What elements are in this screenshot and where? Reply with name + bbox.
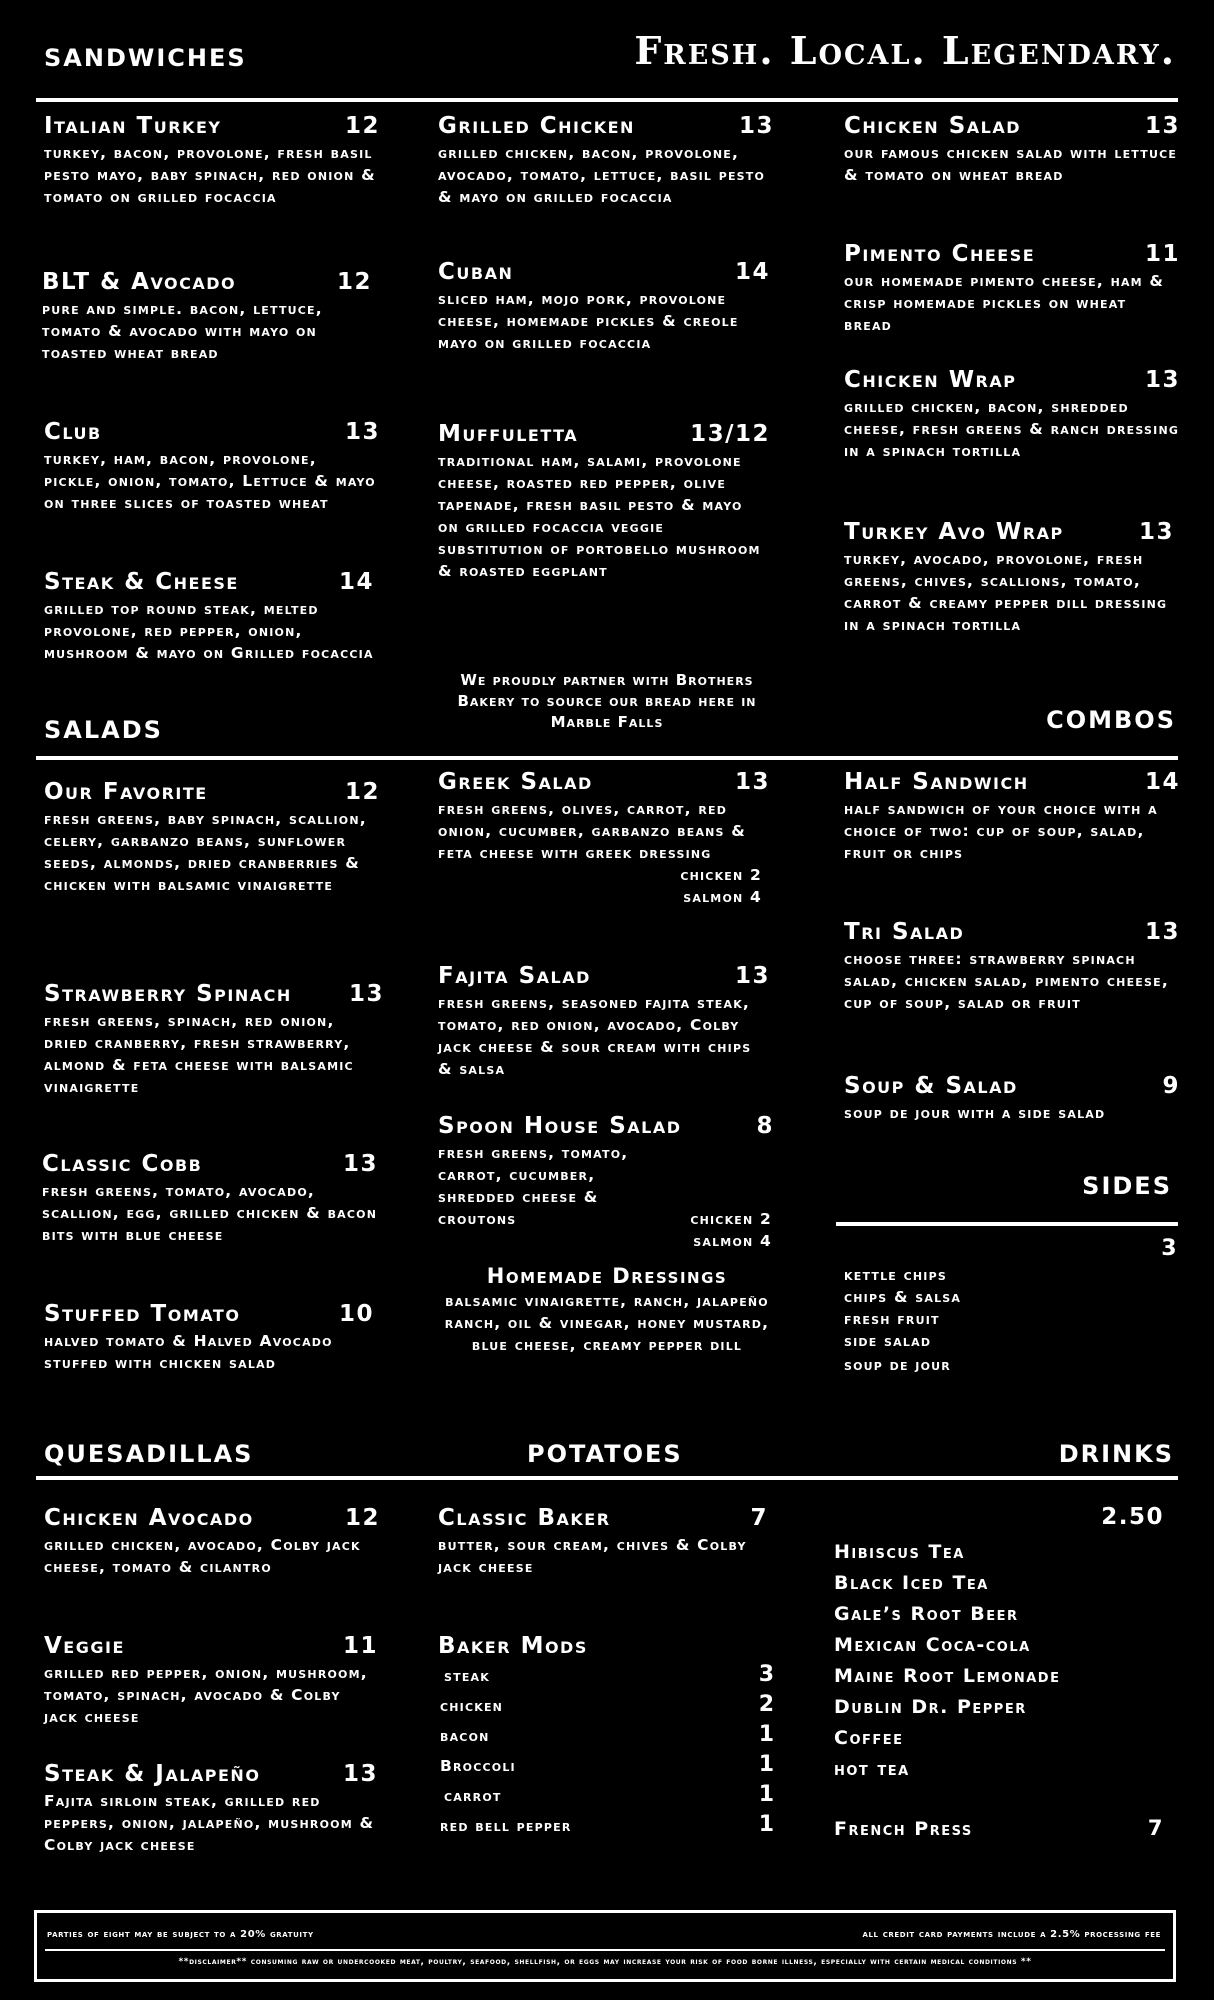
side-item: soup de jour	[844, 1356, 951, 1374]
item-price: 11	[1144, 241, 1180, 267]
section-title-sandwiches: SANDWICHES	[44, 44, 247, 72]
item-description: grilled top round steak, melted provolone, red pepper, onion, mushroom & mayo on Grilled focaccia	[44, 600, 374, 662]
item-description: pure and simple. bacon, lettuce, tomato & avocado with mayo on toasted wheat bread	[42, 300, 323, 362]
gratuity-notice: parties of eight may be subject to a 20% gratuity	[47, 1929, 314, 1940]
bakery-partner-note: We proudly partner with Brothers Bakery to source our bread here in Marble Falls	[457, 671, 757, 731]
divider-sandwiches	[36, 98, 1178, 102]
homemade-dressings	[440, 1262, 774, 1356]
item-description: butter, sour cream, chives & Colby jack cheese	[438, 1536, 747, 1576]
item-price: 13/12	[690, 421, 770, 447]
item-price: 14	[1144, 769, 1180, 795]
sides-price: 3	[1161, 1236, 1178, 1261]
footer-divider	[45, 1949, 1165, 1951]
menu-item-club	[44, 418, 380, 514]
item-name: Muffuletta	[438, 421, 579, 447]
item-description: fresh greens, olives, carrot, red onion, cucumber, garbanzo beans & feta cheese with greek dressing	[438, 800, 746, 862]
baker-mod-row	[440, 1722, 774, 1752]
item-name: Strawberry Spinach	[44, 981, 292, 1007]
item-description: sliced ham, mojo pork, provolone cheese, homemade pickles & creole mayo on grilled focaccia	[438, 290, 739, 352]
item-description: turkey, avocado, provolone, fresh greens, chives, scallions, tomato, carrot & creamy pepper dill dressing in a spinach tortilla	[844, 550, 1168, 634]
mod-name: chicken	[440, 1697, 504, 1715]
menu-item-french-press	[834, 1814, 1164, 1845]
menu-item-half-sandwich	[844, 768, 1180, 864]
menu-item-soup-salad	[844, 1072, 1180, 1124]
item-description: half sandwich of your choice with a choice of two: cup of soup, salad, fruit or chips	[844, 800, 1158, 862]
item-name: Cuban	[438, 259, 514, 285]
mod-price: 1	[758, 1752, 774, 1777]
dressings-list: balsamic vinaigrette, ranch, jalapeño ranch, oil & vinegar, honey mustard, blue cheese, creamy pepper dill	[444, 1292, 770, 1354]
food-safety-disclaimer: **disclaimer** consuming raw or undercooked meat, poultry, seafood, shellfish, or eggs may increase your risk of food borne illness, especially with certain medical conditions **	[178, 1957, 1032, 1967]
footer-notice-box	[34, 1910, 1176, 1982]
item-price: 13	[738, 113, 774, 139]
item-price: 11	[342, 1633, 378, 1659]
mod-name: bacon	[440, 1727, 490, 1745]
item-name: Chicken Salad	[844, 113, 1021, 139]
menu-item-stuffed-tomato	[44, 1300, 374, 1374]
item-name: Steak & Cheese	[44, 569, 239, 595]
item-price: 13	[734, 769, 770, 795]
item-price: 12	[344, 113, 380, 139]
item-description: soup de jour with a side salad	[844, 1104, 1106, 1122]
item-name: Pimento Cheese	[844, 241, 1036, 267]
menu-item-grilled-chicken	[438, 112, 774, 208]
item-price: 12	[344, 1505, 380, 1531]
menu-item-turkey-avo-wrap	[844, 518, 1174, 636]
menu-item-pimento-cheese	[844, 240, 1180, 336]
mod-name: red bell pepper	[440, 1817, 572, 1835]
menu-item-fajita-salad	[438, 962, 770, 1080]
baker-mod-row	[440, 1692, 774, 1722]
item-price: 12	[344, 779, 380, 805]
menu-item-chicken-wrap	[844, 366, 1180, 462]
item-name: Soup & Salad	[844, 1073, 1018, 1099]
item-name: BLT & Avocado	[42, 269, 237, 295]
drinks-list	[834, 1537, 1060, 1785]
menu-item-muffuletta	[438, 420, 770, 582]
divider-sides	[836, 1222, 1178, 1226]
baker-mod-row	[440, 1662, 774, 1692]
item-name: Stuffed Tomato	[44, 1301, 241, 1327]
item-price: 12	[336, 269, 372, 295]
section-title-drinks: DRINKS	[1058, 1440, 1174, 1468]
item-price: 13	[344, 419, 380, 445]
item-name: Our Favorite	[44, 779, 208, 805]
item-price: 13	[1144, 113, 1180, 139]
side-item: chips & salsa	[844, 1288, 962, 1306]
item-name: Spoon House Salad	[438, 1113, 682, 1139]
sides-list	[844, 1264, 961, 1376]
side-item: side salad	[844, 1332, 932, 1350]
item-name: Steak & Jalapeño	[44, 1761, 261, 1787]
item-description: our famous chicken salad with lettuce & tomato on wheat bread	[844, 144, 1178, 184]
item-name: Classic Cobb	[42, 1151, 203, 1177]
mod-price: 1	[758, 1812, 774, 1837]
menu-item-classic-cobb	[42, 1150, 378, 1246]
menu-item-strawberry-spinach	[44, 980, 384, 1098]
item-description: fresh greens, spinach, red onion, dried cranberry, fresh strawberry, almond & feta cheese with balsamic vinaigrette	[44, 1012, 354, 1096]
addon-chicken: chicken 2	[680, 866, 762, 884]
item-description: fresh greens, tomato, carrot, cucumber, shredded cheese & croutons	[438, 1144, 629, 1228]
item-description: halved tomato & Halved Avocado stuffed with chicken salad	[44, 1332, 333, 1372]
item-description: turkey, ham, bacon, provolone, pickle, onion, tomato, Lettuce & mayo on three slices of toasted wheat	[44, 450, 376, 512]
item-price: 13	[348, 981, 384, 1007]
addon-chicken: chicken 2	[690, 1210, 772, 1228]
item-name: Chicken Avocado	[44, 1505, 254, 1531]
mod-price: 2	[758, 1692, 774, 1717]
menu-item-our-favorite	[44, 778, 380, 896]
item-price: 13	[342, 1761, 378, 1787]
item-name: Italian Turkey	[44, 113, 222, 139]
menu-item-classic-baker	[438, 1504, 768, 1578]
item-price: 14	[734, 259, 770, 285]
baker-mod-row	[440, 1782, 774, 1812]
item-price: 13	[1144, 367, 1180, 393]
drinks-price: 2.50	[1101, 1504, 1164, 1530]
mod-price: 1	[758, 1782, 774, 1807]
item-description: fresh greens, seasoned fajita steak, tomato, red onion, avocado, Colby jack cheese & sour cream with chips & salsa	[438, 994, 752, 1078]
item-price: 13	[1144, 919, 1180, 945]
addon-salmon: salmon 4	[683, 888, 762, 906]
item-price: 14	[338, 569, 374, 595]
menu-item-italian-turkey	[44, 112, 380, 208]
menu-item-veggie	[44, 1632, 378, 1728]
menu-item-greek-salad	[438, 768, 770, 908]
item-price: 10	[338, 1301, 374, 1327]
item-description: grilled chicken, bacon, provolone, avocado, tomato, lettuce, basil pesto & mayo on grilled focaccia	[438, 144, 766, 206]
drink-item: Gale’s Root Beer	[834, 1603, 1019, 1625]
item-price: 7	[750, 1505, 768, 1531]
side-item: fresh fruit	[844, 1310, 940, 1328]
item-price: 13	[734, 963, 770, 989]
item-name: Tri Salad	[844, 919, 965, 945]
credit-card-notice: all credit card payments include a 2.5% processing fee	[862, 1929, 1161, 1940]
addon-salmon: salmon 4	[693, 1232, 772, 1250]
item-description: grilled chicken, bacon, shredded cheese, fresh greens & ranch dressing in a spinach tortilla	[844, 398, 1180, 460]
item-name: Turkey Avo Wrap	[844, 519, 1064, 545]
mod-price: 3	[758, 1662, 774, 1687]
section-title-potatoes: POTATOES	[527, 1440, 683, 1468]
divider-salads	[36, 756, 1178, 760]
item-description: traditional ham, salami, provolone cheese, roasted red pepper, olive tapenade, fresh basil pesto & mayo on grilled focaccia veggie substitution of portobello mushroom & roasted eggplant	[438, 452, 761, 580]
baker-mod-row	[440, 1812, 774, 1842]
drink-item: Maine Root Lemonade	[834, 1665, 1061, 1687]
item-description: grilled red pepper, onion, mushroom, tomato, spinach, avocado & Colby jack cheese	[44, 1664, 368, 1726]
section-title-combos: COMBOS	[1046, 706, 1176, 734]
item-name: Club	[44, 419, 102, 445]
item-description: fresh greens, baby spinach, scallion, celery, garbanzo beans, sunflower seeds, almonds, dried cranberries & chicken with balsamic vinaigrette	[44, 810, 367, 894]
baker-mod-row	[440, 1752, 774, 1782]
drink-item: Black Iced Tea	[834, 1572, 989, 1594]
mod-name: Broccoli	[440, 1757, 516, 1775]
item-name: French Press	[834, 1818, 973, 1840]
menu-item-steak-cheese	[44, 568, 374, 664]
item-name: Veggie	[44, 1633, 125, 1659]
item-description: fresh greens, tomato, avocado, scallion, egg, grilled chicken & bacon bits with blue cheese	[42, 1182, 378, 1244]
menu-item-cuban	[438, 258, 770, 354]
item-name: Grilled Chicken	[438, 113, 635, 139]
dressings-title: Homemade Dressings	[486, 1264, 728, 1288]
menu-item-tri-salad	[844, 918, 1180, 1014]
drink-item: Hibiscus Tea	[834, 1541, 965, 1563]
drink-item: hot tea	[834, 1758, 910, 1780]
item-description: turkey, bacon, provolone, fresh basil pesto mayo, baby spinach, red onion & tomato on grilled focaccia	[44, 144, 376, 206]
divider-quesadillas	[36, 1476, 1178, 1480]
item-name: Classic Baker	[438, 1505, 611, 1531]
mod-name: steak	[444, 1667, 490, 1685]
menu-item-chicken-salad	[844, 112, 1180, 186]
baker-mods-title: Baker Mods	[438, 1633, 588, 1659]
mod-name: carrot	[444, 1787, 502, 1805]
section-title-quesadillas: QUESADILLAS	[44, 1440, 254, 1468]
menu-item-blt-avocado	[42, 268, 372, 364]
item-description: grilled chicken, avocado, Colby jack cheese, tomato & cilantro	[44, 1536, 361, 1576]
item-price: 9	[1162, 1073, 1180, 1099]
section-title-sides: SIDES	[1082, 1172, 1172, 1200]
item-price: 8	[756, 1113, 774, 1139]
item-name: Fajita Salad	[438, 963, 591, 989]
drink-item: Mexican Coca-cola	[834, 1634, 1031, 1656]
item-name: Greek Salad	[438, 769, 593, 795]
item-name: Chicken Wrap	[844, 367, 1017, 393]
menu-item-chicken-avocado	[44, 1504, 380, 1578]
item-price: 13	[1138, 519, 1174, 545]
baker-mods-list	[440, 1662, 774, 1842]
item-price: 13	[342, 1151, 378, 1177]
menu-item-steak-jalapeno	[44, 1760, 378, 1856]
side-item: kettle chips	[844, 1266, 947, 1284]
item-name: Half Sandwich	[844, 769, 1029, 795]
menu-item-spoon-house-salad	[438, 1112, 774, 1252]
drink-item: Coffee	[834, 1727, 904, 1749]
tagline: Fresh. Local. Legendary.	[634, 28, 1176, 73]
drink-item: Dublin Dr. Pepper	[834, 1696, 1027, 1718]
item-description: choose three: strawberry spinach salad, chicken salad, pimento cheese, cup of soup, salad or fruit	[844, 950, 1169, 1012]
section-title-salads: SALADS	[44, 716, 163, 744]
item-description: our homemade pimento cheese, ham & crisp homemade pickles on wheat bread	[844, 272, 1165, 334]
item-price: 7	[1147, 1816, 1164, 1840]
mod-price: 1	[758, 1722, 774, 1747]
item-description: Fajita sirloin steak, grilled red peppers, onion, jalapeño, mushroom & Colby jack cheese	[44, 1792, 375, 1854]
